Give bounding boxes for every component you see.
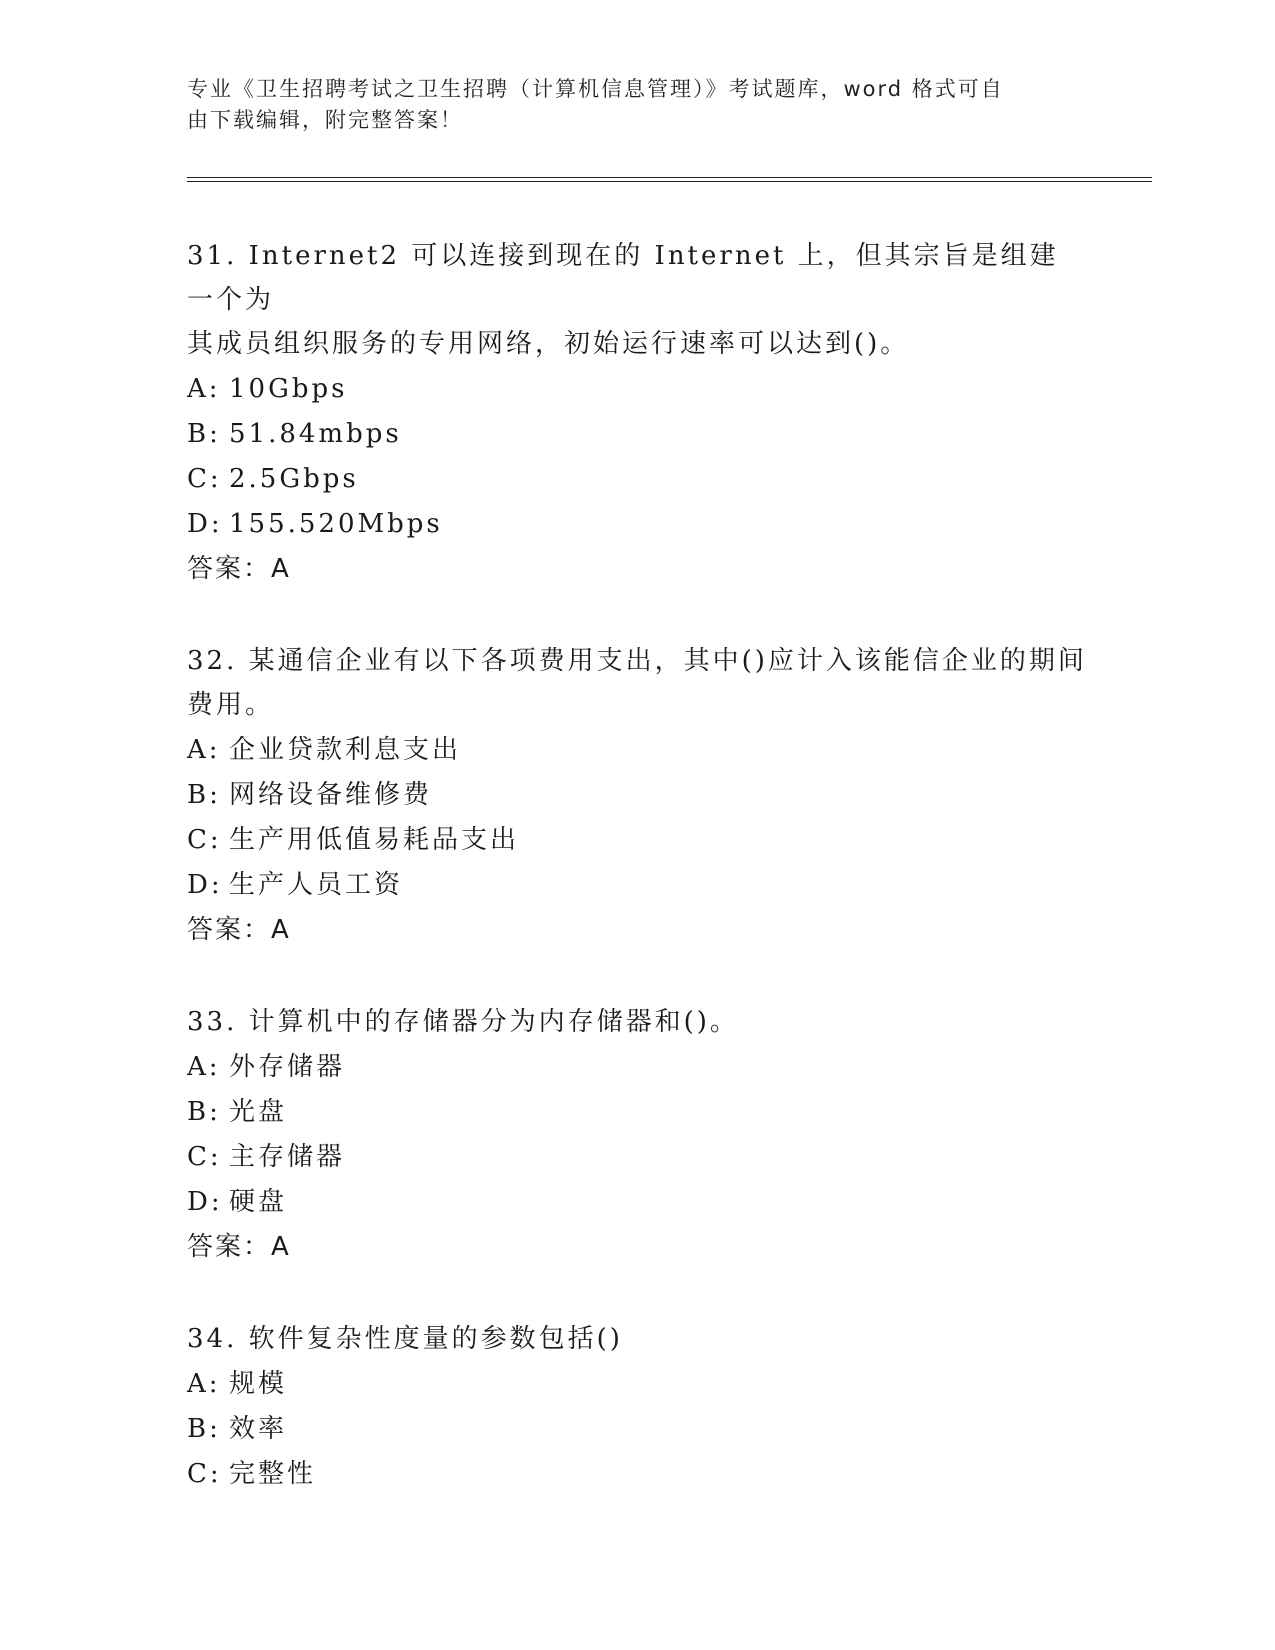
option-a (187, 728, 1087, 773)
question-stem (187, 639, 1087, 727)
option-letter: B: (187, 1097, 221, 1127)
option-letter: C: (187, 464, 222, 494)
option-text: 51.84mbps (229, 419, 402, 449)
option-letter: A: (187, 735, 221, 765)
option-c (187, 1452, 1087, 1497)
question-31 (187, 234, 1087, 592)
option-text: 网络设备维修费 (229, 780, 433, 810)
option-text: 主存储器 (229, 1142, 346, 1172)
header-line-1: 专业《卫生招聘考试之卫生招聘（计算机信息管理）》考试题库，word 格式可自 (187, 77, 1004, 101)
option-letter: C: (187, 825, 222, 855)
option-a (187, 1045, 1087, 1090)
answer-text: 答案：A (187, 1232, 291, 1262)
option-letter: B: (187, 780, 221, 810)
option-d (187, 502, 1087, 547)
header-divider-bottom (187, 181, 1152, 182)
option-letter: B: (187, 419, 221, 449)
option-text: 规模 (229, 1369, 288, 1399)
option-text: 生产用低值易耗品支出 (229, 825, 520, 855)
option-b (187, 1090, 1087, 1135)
option-d (187, 863, 1087, 908)
question-stem-line: 费用。 (187, 690, 275, 720)
option-text: 企业贷款利息支出 (229, 735, 462, 765)
question-stem (187, 1000, 1087, 1044)
question-stem-line: 31. Internet2 可以连接到现在的 Internet 上，但其宗旨是组建一个为 (187, 241, 1059, 315)
answer-text: 答案：A (187, 554, 291, 584)
question-stem-line: 32. 某通信企业有以下各项费用支出，其中()应计入该能信企业的期间 (187, 646, 1087, 676)
option-letter: A: (187, 1052, 221, 1082)
option-text: 硬盘 (229, 1187, 288, 1217)
option-text: 效率 (229, 1414, 288, 1444)
option-letter: A: (187, 374, 221, 404)
option-letter: D: (187, 870, 223, 900)
option-text: 2.5Gbps (229, 464, 359, 494)
answer-text: 答案：A (187, 915, 291, 945)
option-text: 155.520Mbps (229, 509, 443, 539)
option-c (187, 457, 1087, 502)
question-34 (187, 1317, 1087, 1497)
option-c (187, 818, 1087, 863)
question-stem-line: 33. 计算机中的存储器分为内存储器和()。 (187, 1007, 739, 1037)
option-letter: C: (187, 1459, 222, 1489)
option-d (187, 1180, 1087, 1225)
option-letter: D: (187, 1187, 223, 1217)
option-a (187, 1362, 1087, 1407)
option-b (187, 1407, 1087, 1452)
option-a (187, 367, 1087, 412)
question-stem (187, 1317, 1087, 1361)
question-list (187, 234, 1087, 1544)
option-text: 外存储器 (229, 1052, 346, 1082)
option-c (187, 1135, 1087, 1180)
option-text: 光盘 (229, 1097, 288, 1127)
option-text: 生产人员工资 (229, 870, 404, 900)
option-b (187, 412, 1087, 457)
question-stem (187, 234, 1087, 366)
question-33 (187, 1000, 1087, 1270)
header-line-2: 由下载编辑，附完整答案！ (187, 108, 463, 132)
option-letter: C: (187, 1142, 222, 1172)
question-stem-line: 34. 软件复杂性度量的参数包括() (187, 1324, 623, 1354)
option-text: 完整性 (229, 1459, 317, 1489)
option-letter: B: (187, 1414, 221, 1444)
option-letter: A: (187, 1369, 221, 1399)
question-32 (187, 639, 1087, 953)
question-stem-line: 其成员组织服务的专用网络，初始运行速率可以达到()。 (187, 329, 910, 359)
header-divider-top (187, 177, 1152, 178)
document-header (187, 74, 1067, 136)
option-b (187, 773, 1087, 818)
option-text: 10Gbps (229, 374, 348, 404)
option-letter: D: (187, 509, 223, 539)
